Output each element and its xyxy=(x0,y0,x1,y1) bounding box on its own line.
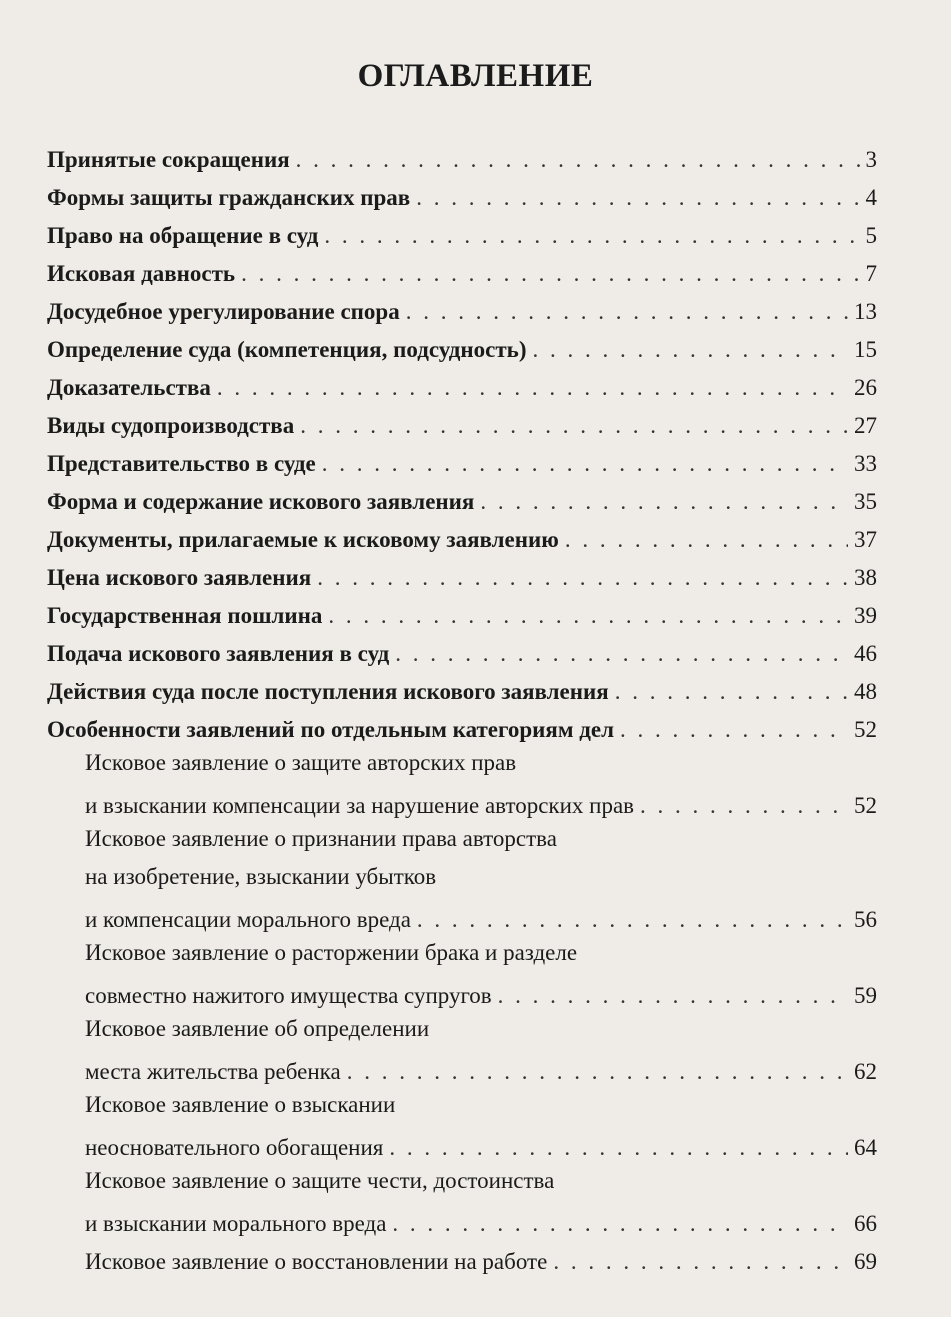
table-of-contents xyxy=(47,138,877,1278)
toc-entry-page: 4 xyxy=(865,185,877,210)
toc-subentry[interactable] xyxy=(47,1240,877,1278)
toc-entry[interactable] xyxy=(47,480,877,518)
toc-subentry-line: Исковое заявление о защите чести, достоинства xyxy=(85,1168,555,1193)
toc-entry[interactable] xyxy=(47,176,877,214)
leader-dots xyxy=(392,1211,848,1237)
toc-entry[interactable] xyxy=(47,518,877,556)
leader-dots xyxy=(565,527,848,553)
toc-entry-page: 7 xyxy=(865,261,877,286)
leader-dots xyxy=(640,793,848,819)
toc-entry-page: 26 xyxy=(854,375,877,400)
toc-entry-label: Доказательства xyxy=(47,375,211,400)
toc-entry-label: Право на обращение в суд xyxy=(47,223,319,248)
toc-subentry-label: и компенсации морального вреда xyxy=(85,907,411,932)
toc-entry[interactable] xyxy=(47,632,877,670)
toc-subentry-line: Исковое заявление о защите авторских прав xyxy=(85,750,517,775)
toc-subentry-line: Исковое заявление о признании права авторства xyxy=(85,826,557,851)
leader-dots xyxy=(417,907,848,933)
toc-entry-label: Определение суда (компетенция, подсудность) xyxy=(47,337,527,362)
leader-dots xyxy=(480,489,848,515)
toc-entry[interactable] xyxy=(47,252,877,290)
toc-subentry[interactable] xyxy=(47,822,877,936)
toc-subentry[interactable] xyxy=(47,1012,877,1088)
leader-dots xyxy=(406,299,848,325)
leader-dots xyxy=(389,1135,848,1161)
leader-dots xyxy=(416,185,859,211)
toc-subentry[interactable] xyxy=(47,936,877,1012)
toc-subentry[interactable] xyxy=(47,1164,877,1240)
toc-entry-label: Особенности заявлений по отдельным категориям дел xyxy=(47,717,615,742)
toc-subentry-page: 62 xyxy=(854,1059,877,1084)
toc-entry-page: 46 xyxy=(854,641,877,666)
leader-dots xyxy=(533,337,849,363)
toc-subentry-label: и взыскании компенсации за нарушение авторских прав xyxy=(85,793,635,818)
toc-entry[interactable] xyxy=(47,366,877,404)
toc-entry-label: Форма и содержание искового заявления xyxy=(47,489,475,514)
toc-subentry-line: Исковое заявление о расторжении брака и разделе xyxy=(85,940,578,965)
toc-entry-page: 5 xyxy=(865,223,877,248)
toc-entry-page: 27 xyxy=(854,413,877,438)
toc-entry[interactable] xyxy=(47,138,877,176)
leader-dots xyxy=(324,223,859,249)
toc-entry-label: Принятые сокращения xyxy=(47,147,290,172)
toc-entry-page: 33 xyxy=(854,451,877,476)
toc-entry-label: Виды судопроизводства xyxy=(47,413,295,438)
leader-dots xyxy=(241,261,859,287)
toc-subentry[interactable] xyxy=(47,1088,877,1164)
toc-entry-label: Формы защиты гражданских прав xyxy=(47,185,411,210)
toc-entry-label: Документы, прилагаемые к исковому заявлению xyxy=(47,527,559,552)
toc-subentry-label: места жительства ребенка xyxy=(85,1059,341,1084)
leader-dots xyxy=(620,717,848,743)
leader-dots xyxy=(553,1249,848,1275)
toc-entry-label: Подача искового заявления в суд xyxy=(47,641,390,666)
toc-entry-label: Действия суда после поступления искового заявления xyxy=(47,679,609,704)
toc-entry-label: Цена искового заявления xyxy=(47,565,312,590)
leader-dots xyxy=(217,375,848,401)
toc-entry-label: Исковая давность xyxy=(47,261,236,286)
toc-entry-page: 15 xyxy=(854,337,877,362)
toc-entry-page: 48 xyxy=(854,679,877,704)
toc-subentry-label: неосновательного обогащения xyxy=(85,1135,384,1160)
toc-subentry-label: и взыскании морального вреда xyxy=(85,1211,387,1236)
toc-subentry-page: 64 xyxy=(854,1135,877,1160)
toc-subentry-line: Исковое заявление об определении xyxy=(85,1016,430,1041)
leader-dots xyxy=(498,983,848,1009)
leader-dots xyxy=(615,679,848,705)
toc-entry-page: 13 xyxy=(854,299,877,324)
toc-entry-label: Представительство в суде xyxy=(47,451,316,476)
leader-dots xyxy=(317,565,848,591)
toc-entry-page: 38 xyxy=(854,565,877,590)
toc-entry-page: 35 xyxy=(854,489,877,514)
toc-entry-page: 3 xyxy=(865,147,877,172)
toc-subentry-page: 66 xyxy=(854,1211,877,1236)
toc-subentry-line: Исковое заявление о взыскании xyxy=(85,1092,396,1117)
toc-subentry-page: 69 xyxy=(854,1249,877,1274)
toc-subentry-label: Исковое заявление о восстановлении на работе xyxy=(85,1249,548,1274)
toc-entry[interactable] xyxy=(47,404,877,442)
leader-dots xyxy=(322,451,848,477)
toc-subentry[interactable] xyxy=(47,746,877,822)
toc-subentry-page: 59 xyxy=(854,983,877,1008)
toc-entry[interactable] xyxy=(47,328,877,366)
page-title: ОГЛАВЛЕНИЕ xyxy=(357,58,594,94)
leader-dots xyxy=(300,413,848,439)
toc-subentry-page: 52 xyxy=(854,793,877,818)
leader-dots xyxy=(395,641,848,667)
toc-entry-page: 39 xyxy=(854,603,877,628)
toc-entry[interactable] xyxy=(47,290,877,328)
toc-entry[interactable] xyxy=(47,442,877,480)
toc-entry[interactable] xyxy=(47,708,877,746)
toc-entry-label: Досудебное урегулирование спора xyxy=(47,299,400,324)
toc-entry[interactable] xyxy=(47,214,877,252)
toc-subentry-line: на изобретение, взыскании убытков xyxy=(85,864,437,889)
toc-entry[interactable] xyxy=(47,594,877,632)
toc-entry-page: 37 xyxy=(854,527,877,552)
toc-subentry-page: 56 xyxy=(854,907,877,932)
leader-dots xyxy=(328,603,848,629)
toc-entry-page: 52 xyxy=(854,717,877,742)
leader-dots xyxy=(347,1059,848,1085)
toc-entry-label: Государственная пошлина xyxy=(47,603,323,628)
toc-entry[interactable] xyxy=(47,556,877,594)
leader-dots xyxy=(296,147,860,173)
toc-entry[interactable] xyxy=(47,670,877,708)
toc-subentry-label: совместно нажитого имущества супругов xyxy=(85,983,492,1008)
